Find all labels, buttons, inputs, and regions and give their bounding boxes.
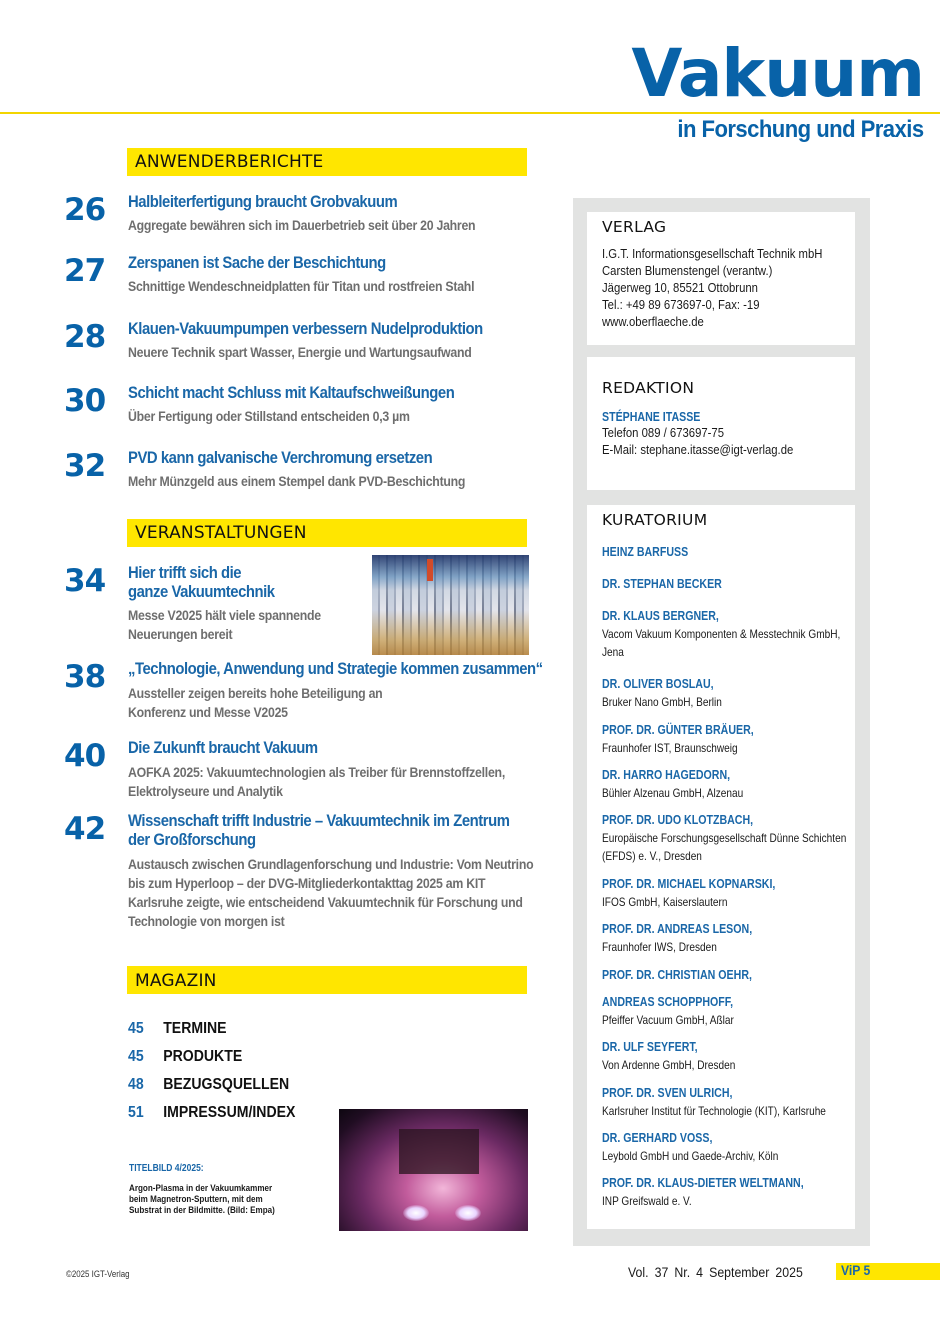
article-subtitle: bis zum Hyperloop – der DVG-Mitgliederkontakttag 2025 am KIT [128, 875, 486, 891]
member-affiliation: Jena [602, 645, 624, 659]
verlag-line: Tel.: +49 89 673697-0, Fax: -19 [602, 297, 760, 312]
article-subtitle: Neuerungen bereit [128, 626, 233, 642]
verlag-line: I.G.T. Informationsgesellschaft Technik mbH [602, 246, 823, 261]
member-affiliation: INP Greifswald e. V. [602, 1194, 692, 1208]
member-affiliation: Vacom Vakuum Komponenten & Messtechnik GmbH, [602, 627, 841, 641]
header-divider [0, 112, 940, 114]
section-label: VERANSTALTUNGEN [135, 523, 307, 543]
article-title: Die Zukunft braucht Vakuum [128, 739, 318, 757]
section-header-veranstaltungen [127, 519, 527, 547]
member-affiliation: Europäische Forschungsgesellschaft Dünne Schichten [602, 831, 847, 845]
article-subtitle: Mehr Münzgeld aus einem Stempel dank PVD-Beschichtung [128, 473, 466, 489]
caption-line: Argon-Plasma in der Vakuumkammer [129, 1183, 273, 1194]
editor-name: STÉPHANE ITASSE [602, 410, 701, 424]
article-subtitle: AOFKA 2025: Vakuumtechnologien als Treiber für Brennstoffzellen, [128, 764, 505, 780]
member-name: DR. HARRO HAGEDORN, [602, 768, 731, 782]
article-title: der Großforschung [128, 831, 256, 849]
page-label-badge [836, 1263, 940, 1280]
article-subtitle: Über Fertigung oder Stillstand entscheiden 0,3 µm [128, 408, 410, 424]
member-name: PROF. DR. KLAUS-DIETER WELTMANN, [602, 1176, 804, 1190]
member-name: DR. OLIVER BOSLAU, [602, 677, 714, 691]
section-header-anwenderberichte [127, 148, 527, 176]
member-name: PROF. DR. MICHAEL KOPNARSKI, [602, 877, 776, 891]
kuratorium-member [602, 543, 852, 561]
member-name: HEINZ BARFUSS [602, 545, 689, 559]
magazine-logo-title: Vakuum [631, 35, 924, 112]
member-name: DR. KLAUS BERGNER, [602, 609, 719, 623]
kuratorium-member [602, 1084, 852, 1120]
kuratorium-box [587, 505, 855, 1229]
editor-phone: Telefon 089 / 673697-75 [602, 425, 725, 440]
cover-caption-text [129, 1183, 275, 1216]
kuratorium-member [602, 920, 852, 956]
member-name: DR. ULF SEYFERT, [602, 1040, 698, 1054]
editor-email[interactable]: E-Mail: stephane.itasse@igt-verlag.de [602, 442, 794, 457]
page-number: 45 [128, 1048, 144, 1065]
section-label: MAGAZIN [135, 971, 217, 991]
article-subtitle: Aussteller zeigen bereits hohe Beteiligung an [128, 685, 383, 701]
section-label: ANWENDERBERICHTE [135, 152, 324, 172]
member-affiliation: IFOS GmbH, Kaiserslautern [602, 895, 728, 909]
kuratorium-member [602, 575, 852, 593]
verlag-box [587, 212, 855, 345]
page-number: 34 [64, 563, 106, 599]
member-name: DR. GERHARD VOSS, [602, 1131, 713, 1145]
magazin-item[interactable] [128, 1047, 242, 1067]
website-link[interactable]: www.oberflaeche.de [602, 314, 704, 329]
magazin-item[interactable] [128, 1019, 227, 1039]
page-number: 51 [128, 1104, 144, 1121]
page-number: 40 [64, 738, 106, 774]
masthead-sidebar [573, 198, 870, 1246]
page-number: 45 [128, 1020, 144, 1037]
kuratorium-member [602, 721, 852, 757]
magazine-logo-subtitle: in Forschung und Praxis [677, 116, 924, 143]
page-number: 42 [64, 811, 106, 847]
kuratorium-member [602, 607, 852, 661]
article-title: ganze Vakuumtechnik [128, 583, 275, 601]
page-number: 26 [64, 192, 106, 228]
article-title: PVD kann galvanische Verchromung ersetzen [128, 449, 433, 467]
magazin-label: BEZUGSQUELLEN [163, 1076, 290, 1093]
article-subtitle: Karlsruhe zeigte, wie entscheidend Vakuumtechnik für Forschung und [128, 894, 523, 910]
redaktion-box [587, 357, 855, 490]
member-affiliation: Pfeiffer Vacuum GmbH, Aßlar [602, 1013, 734, 1027]
magazin-item[interactable] [128, 1075, 289, 1095]
member-name: DR. STEPHAN BECKER [602, 577, 722, 591]
magazin-label: IMPRESSUM/INDEX [163, 1104, 296, 1121]
article-subtitle: Schnittige Wendeschneidplatten für Titan und rostfreien Stahl [128, 278, 475, 294]
member-affiliation: Bühler Alzenau GmbH, Alzenau [602, 786, 744, 800]
verlag-line: Jägerweg 10, 85521 Ottobrunn [602, 280, 758, 295]
article-subtitle: Neuere Technik spart Wasser, Energie und Wartungsaufwand [128, 344, 472, 360]
article-title: Schicht macht Schluss mit Kaltaufschweißungen [128, 384, 455, 402]
article-title: Halbleiterfertigung braucht Grobvakuum [128, 193, 398, 211]
kuratorium-member [602, 993, 852, 1029]
member-affiliation: Fraunhofer IWS, Dresden [602, 940, 717, 954]
page-number: 28 [64, 319, 106, 355]
member-affiliation: Bruker Nano GmbH, Berlin [602, 695, 722, 709]
article-subtitle: Elektrolyseure und Analytik [128, 783, 283, 799]
section-header-magazin [127, 966, 527, 994]
article-title: „Technologie, Anwendung und Strategie kommen zusammen“ [128, 660, 543, 678]
cover-caption-label: TITELBILD 4/2025: [129, 1163, 204, 1174]
magazin-label: TERMINE [163, 1020, 227, 1037]
member-name: PROF. DR. SVEN ULRICH, [602, 1086, 733, 1100]
kuratorium-member [602, 675, 852, 711]
kuratorium-member [602, 766, 852, 802]
member-affiliation: (EFDS) e. V., Dresden [602, 849, 702, 863]
member-name: PROF. DR. UDO KLOTZBACH, [602, 813, 754, 827]
member-affiliation: Fraunhofer IST, Braunschweig [602, 741, 738, 755]
page-number: 32 [64, 448, 106, 484]
page-number: 48 [128, 1076, 144, 1093]
article-title: Zerspanen ist Sache der Beschichtung [128, 254, 386, 272]
page-number: 27 [64, 253, 106, 289]
box-heading: VERLAG [602, 218, 667, 236]
member-affiliation: Von Ardenne GmbH, Dresden [602, 1058, 736, 1072]
caption-line: beim Magnetron-Sputtern, mit dem [129, 1194, 263, 1205]
argon-plasma-photo [339, 1109, 528, 1231]
caption-line: Substrat in der Bildmitte. (Bild: Empa) [129, 1205, 275, 1216]
member-name: PROF. DR. ANDREAS LESON, [602, 922, 753, 936]
kuratorium-member [602, 811, 852, 865]
article-title: Klauen-Vakuumpumpen verbessern Nudelproduktion [128, 320, 483, 338]
box-heading: REDAKTION [602, 379, 695, 397]
member-name: PROF. DR. GÜNTER BRÄUER, [602, 723, 754, 737]
page-label: ViP 5 [841, 1263, 871, 1278]
article-title: Wissenschaft trifft Industrie – Vakuumtechnik im Zentrum [128, 812, 510, 830]
box-heading: KURATORIUM [602, 511, 708, 529]
kuratorium-member [602, 1129, 852, 1165]
article-title: Hier trifft sich die [128, 564, 242, 582]
article-subtitle: Austausch zwischen Grundlagenforschung und Industrie: Vom Neutrino [128, 856, 534, 872]
article-subtitle: Messe V2025 hält viele spannende [128, 607, 321, 623]
exhibition-hall-photo [372, 555, 529, 655]
article-subtitle: Aggregate bewähren sich im Dauerbetrieb seit über 20 Jahren [128, 217, 476, 233]
article-subtitle: Technologie von morgen ist [128, 913, 285, 929]
page-number: 38 [64, 659, 106, 695]
article-subtitle: Konferenz und Messe V2025 [128, 704, 288, 720]
magazin-label: PRODUKTE [163, 1048, 243, 1065]
member-affiliation: Karlsruher Institut für Technologie (KIT), Karlsruhe [602, 1104, 826, 1118]
member-affiliation: Leybold GmbH und Gaede-Archiv, Köln [602, 1149, 779, 1163]
issue-info: Vol. 37 Nr. 4 September 2025 [628, 1264, 803, 1280]
page-number: 30 [64, 383, 106, 419]
member-name: PROF. DR. CHRISTIAN OEHR, [602, 968, 752, 982]
kuratorium-member [602, 1038, 852, 1074]
member-name: ANDREAS SCHOPPHOFF, [602, 995, 734, 1009]
kuratorium-member [602, 1174, 852, 1210]
verlag-line: Carsten Blumenstengel (verantw.) [602, 263, 773, 278]
kuratorium-member [602, 875, 852, 911]
magazin-item[interactable] [128, 1103, 295, 1123]
kuratorium-member [602, 966, 852, 984]
copyright: ©2025 IGT-Verlag [66, 1269, 130, 1279]
